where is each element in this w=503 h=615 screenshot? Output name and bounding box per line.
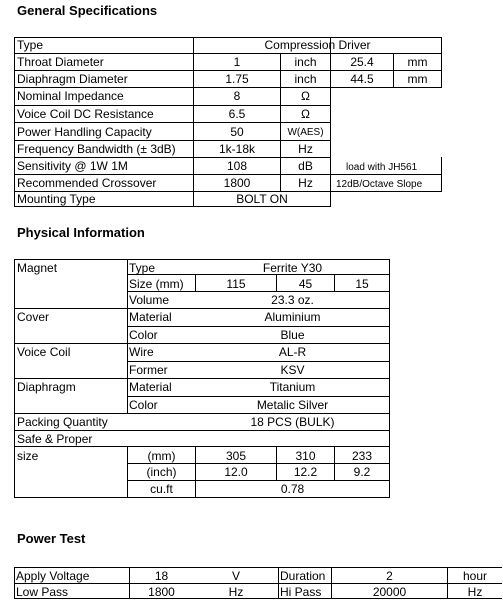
magnet-size-3: 15	[355, 277, 369, 291]
throat-diameter-value: 1	[233, 55, 241, 69]
packing-quantity-label: Packing Quantity	[17, 415, 108, 429]
nominal-impedance-label: Nominal Impedance	[17, 89, 124, 103]
voice-coil-label: Voice Coil	[17, 345, 71, 359]
low-pass-value: 1800	[148, 585, 175, 599]
voice-coil-wire-label: Wire	[129, 345, 154, 359]
nominal-impedance-unit: Ω	[301, 89, 310, 103]
carton-cuft-label: cu.ft	[150, 482, 173, 496]
nominal-impedance-value: 8	[233, 89, 241, 103]
magnet-size-2: 45	[298, 277, 313, 291]
apply-voltage-label: Apply Voltage	[16, 569, 90, 583]
diaphragm-label: Diaphragm	[17, 380, 76, 394]
power-handling-unit: W(AES)	[287, 127, 324, 138]
packing-quantity-value: 18 PCS (BULK)	[250, 415, 335, 429]
sensitivity-note: load with JH561	[346, 162, 418, 173]
diaphragm-diameter-label: Diaphragm Diameter	[17, 72, 128, 86]
hi-pass-unit: Hz	[467, 585, 483, 599]
power-handling-label: Power Handling Capacity	[17, 125, 152, 139]
diaphragm-diameter-unit: inch	[294, 72, 317, 86]
cover-material-label: Material	[129, 310, 172, 324]
voice-coil-former-label: Former	[129, 363, 168, 377]
low-pass-label: Low Pass	[16, 585, 69, 599]
sensitivity-unit: dB	[298, 159, 313, 173]
hi-pass-label: Hi Pass	[280, 585, 322, 599]
frequency-bandwidth-value: 1k-18k	[218, 142, 256, 156]
carton-inch-2: 12.2	[293, 465, 318, 479]
magnet-size-1: 115	[226, 277, 246, 291]
diaphragm-color-label: Color	[129, 398, 158, 412]
low-pass-unit: Hz	[228, 585, 244, 599]
sensitivity-label: Sensitivity @ 1W 1M	[17, 159, 128, 173]
diaphragm-diameter-mm: 44.5	[350, 72, 374, 86]
diaphragm-diameter-mm-unit: mm	[407, 72, 428, 86]
apply-voltage-unit: V	[231, 569, 240, 583]
general-specifications-heading: General Specifications	[17, 3, 158, 18]
throat-diameter-mm-unit: mm	[407, 55, 428, 69]
crossover-unit: Hz	[298, 176, 313, 190]
magnet-volume-label: Volume	[129, 293, 170, 307]
safe-proper-label: Safe & Proper	[17, 432, 93, 446]
carton-size-label: size	[17, 449, 39, 463]
carton-inch-label: (inch)	[146, 465, 177, 479]
mounting-type-label: Mounting Type	[17, 192, 96, 206]
hi-pass-value: 20000	[372, 585, 407, 599]
cover-label: Cover	[17, 310, 50, 324]
diaphragm-color-value: Metalic Silver	[256, 398, 329, 412]
sensitivity-value: 108	[226, 159, 248, 173]
crossover-label: Recommended Crossover	[17, 176, 157, 190]
apply-voltage-value: 18	[154, 569, 169, 583]
carton-mm-2: 310	[295, 449, 316, 463]
physical-information-heading: Physical Information	[17, 225, 145, 240]
throat-diameter-label: Throat Diameter	[17, 55, 104, 69]
dc-resistance-value: 6.5	[228, 107, 246, 121]
diaphragm-material-label: Material	[129, 380, 172, 394]
magnet-type-value: Ferrite Y30	[262, 261, 323, 275]
duration-label: Duration	[280, 569, 326, 583]
throat-diameter-mm: 25.4	[350, 55, 374, 69]
duration-unit: hour	[462, 569, 488, 583]
carton-mm-label: (mm)	[147, 449, 176, 463]
power-test-heading: Power Test	[17, 531, 86, 546]
dc-resistance-label: Voice Coil DC Resistance	[17, 107, 154, 121]
frequency-bandwidth-unit: Hz	[298, 142, 313, 156]
cover-color-label: Color	[129, 328, 158, 342]
carton-inch-3: 9.2	[353, 465, 371, 479]
carton-inch-1: 12.0	[224, 465, 248, 479]
general-type-label: Type	[17, 38, 44, 52]
voice-coil-former-value: KSV	[280, 363, 305, 377]
carton-cuft-value: 0.78	[280, 482, 305, 496]
cover-color-value: Blue	[280, 328, 305, 342]
magnet-type-label: Type	[129, 261, 156, 275]
power-handling-value: 50	[230, 125, 244, 139]
throat-diameter-unit: inch	[294, 55, 317, 69]
general-type-value: Compression Driver	[264, 38, 371, 52]
carton-mm-1: 305	[225, 449, 247, 463]
dc-resistance-unit: Ω	[301, 107, 310, 121]
cover-material-value: Aluminium	[264, 310, 321, 324]
magnet-volume-value: 23.3 oz.	[271, 293, 314, 307]
magnet-size-label: Size (mm)	[129, 277, 184, 291]
crossover-value: 1800	[223, 176, 251, 190]
carton-mm-3: 233	[351, 449, 373, 463]
mounting-type-value: BOLT ON	[236, 192, 288, 206]
diaphragm-diameter-value: 1.75	[225, 72, 249, 86]
frequency-bandwidth-label: Frequency Bandwidth (± 3dB)	[17, 142, 176, 156]
magnet-label: Magnet	[17, 261, 58, 275]
crossover-note: 12dB/Octave Slope	[336, 179, 423, 190]
voice-coil-wire-value: AL-R	[278, 345, 307, 359]
diaphragm-material-value: Titanium	[269, 380, 316, 394]
duration-value: 2	[386, 569, 393, 583]
